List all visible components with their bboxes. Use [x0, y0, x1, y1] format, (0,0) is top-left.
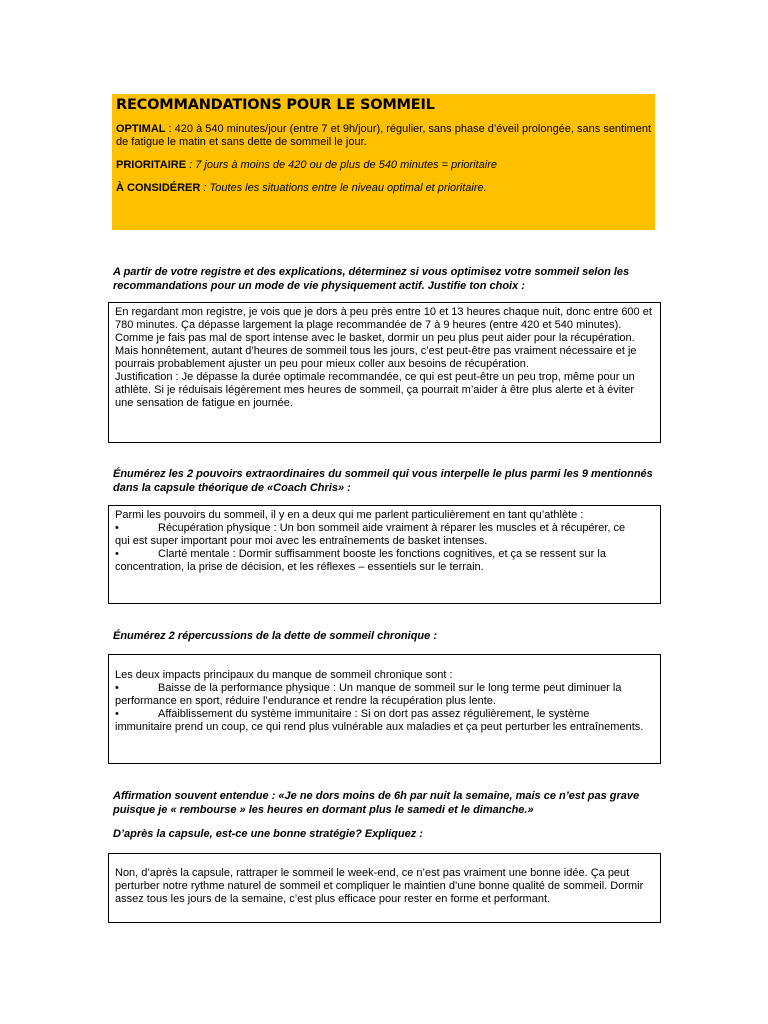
answer-box-4[interactable]	[108, 853, 661, 923]
optimal-label: OPTIMAL	[116, 123, 166, 135]
banner-title: RECOMMANDATIONS POUR LE SOMMEIL	[116, 97, 435, 113]
answer-3-intro: Les deux impacts principaux du manque de sommeil chronique sont :	[115, 669, 453, 681]
list-item	[115, 682, 654, 695]
question-3: Énumérez 2 répercussions de la dette de sommeil chronique :	[113, 630, 437, 642]
list-item	[115, 708, 654, 721]
list-item-continuation: concentration, la prise de décision, et les réflexes – essentiels sur le terrain.	[115, 561, 484, 573]
answer-1-paragraph: En regardant mon registre, je vois que je dors à peu près entre 10 et 13 heures chaque nuit, donc entre 600 et 780 minutes. Ça dépasse largement la plage recommandée de 7 à 9 heures (entre 420 et 540 minutes). Comme je fais pas mal de sport intense avec le basket, dormir un peu plus peut aider pour la récupération. Mais honnêtement, autant d’heures de sommeil tous les jours, c’est peut-être pas vraiment nécessaire et je pourrais probablement ajuster un peu pour mieux coller aux besoins de récupération.	[115, 306, 652, 370]
prioritaire-label: PRIORITAIRE	[116, 159, 187, 171]
optimal-line	[116, 123, 651, 149]
question-2: Énumérez les 2 pouvoirs extraordinaires du sommeil qui vous interpelle le plus parmi les 9 mentionnés dans la capsule théorique de «Coach Chris» :	[113, 468, 653, 494]
list-item	[115, 522, 654, 535]
list-item-continuation: qui est super important pour moi avec les entraînements de basket intenses.	[115, 535, 488, 547]
prioritaire-line	[116, 159, 651, 172]
answer-1-justification: Justification : Je dépasse la durée optimale recommandée, ce qui est peut-être un peu trop, même pour un athlète. Si je réduisais légèrement mes heures de sommeil, ça pourrait m’aider à être plus alerte et à éviter une sensation de fatigue en journée.	[115, 371, 635, 409]
list-item	[115, 548, 654, 561]
answer-box-2[interactable]	[108, 505, 661, 604]
bullet: •	[115, 682, 119, 694]
statement-4: Affirmation souvent entendue : «Je ne dors moins de 6h par nuit la semaine, mais ce n’est pas grave puisque je « rembourse » les heures en dormant plus le samedi et le dimanche.»	[113, 790, 640, 816]
list-item-text: Affaiblissement du système immunitaire : Si on dort pas assez régulièrement, le système	[158, 708, 590, 720]
list-item-continuation: performance en sport, réduire l’endurance et rendre la récupération plus lente.	[115, 695, 496, 707]
list-item-continuation: immunitaire prend un coup, ce qui rend plus vulnérable aux maladies et ça peut perturber les entraînements.	[115, 721, 644, 733]
prioritaire-text: : 7 jours à moins de 420 ou de plus de 540 minutes = prioritaire	[186, 159, 498, 171]
answer-box-3[interactable]	[108, 654, 661, 764]
bullet: •	[115, 522, 119, 534]
list-item-text: Clarté mentale : Dormir suffisamment booste les fonctions cognitives, et ça se ressent sur la	[158, 548, 606, 560]
answer-box-1[interactable]	[108, 302, 661, 443]
answer-4-text: Non, d’après la capsule, rattraper le sommeil le week-end, ce n’est pas vraiment une bonne idée. Ça peut perturber notre rythme naturel de sommeil et compliquer le maintien d’une bonne qualité de sommeil. Dormir assez tous les jours de la semaine, c’est plus efficace pour rester en forme et performant.	[115, 867, 644, 905]
considerer-label: À CONSIDÉRER	[116, 182, 201, 194]
list-item-text: Récupération physique : Un bon sommeil aide vraiment à réparer les muscles et à récupérer, ce	[158, 522, 626, 534]
considerer-line	[116, 182, 651, 195]
list-item-text: Baisse de la performance physique : Un manque de sommeil sur le long terme peut diminuer la	[158, 682, 622, 694]
question-4: D’après la capsule, est-ce une bonne stratégie? Expliquez :	[113, 828, 423, 840]
answer-2-intro: Parmi les pouvoirs du sommeil, il y en a deux qui me parlent particulièrement en tant qu’athlète :	[115, 509, 584, 521]
question-1: A partir de votre registre et des explications, déterminez si vous optimisez votre sommeil selon les recommandations pour un mode de vie physiquement actif. Justifie ton choix :	[113, 266, 630, 292]
optimal-text: : 420 à 540 minutes/jour (entre 7 et 9h/jour), régulier, sans phase d’éveil prolongée, sans sentiment de fatigue le matin et sans dette de sommeil le jour.	[116, 123, 652, 148]
bullet: •	[115, 708, 119, 720]
bullet: •	[115, 548, 119, 560]
recommendations-banner	[112, 94, 655, 230]
considerer-text: : Toutes les situations entre le niveau optimal et prioritaire.	[200, 182, 487, 194]
